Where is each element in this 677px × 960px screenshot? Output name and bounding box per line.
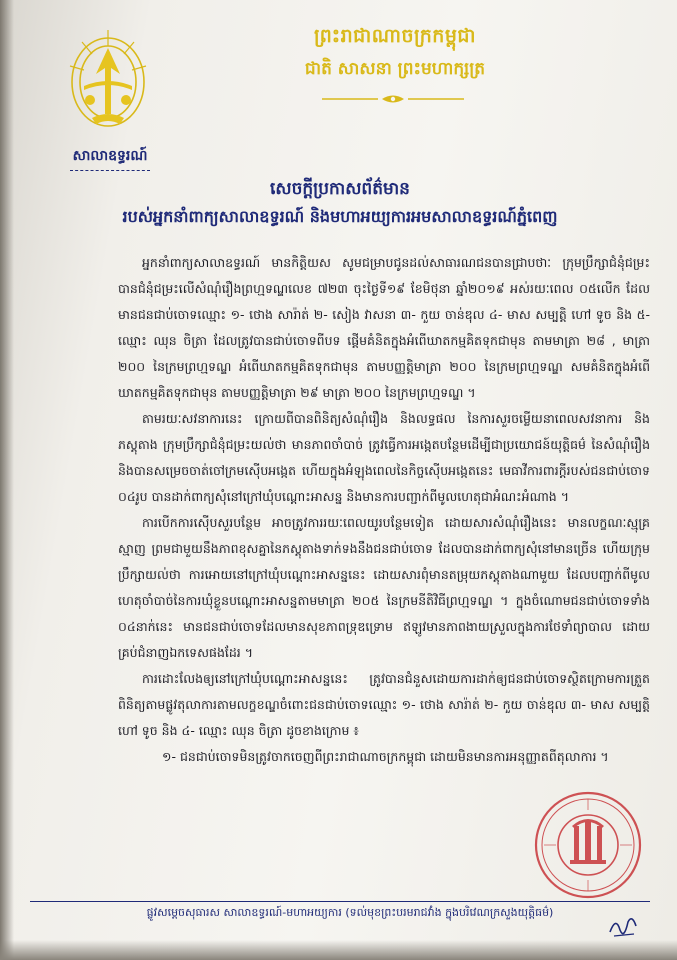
list-item: ១- ជនជាប់ចោទមិនត្រូវចាកចេញពីព្រះរាជាណាចក្រកម្ពុជា ដោយមិនមានការអនុញ្ញាតពីតុលាការ ។ bbox=[162, 749, 609, 764]
footer-address: ផ្លូវសម្តេចសុធារស សាលាឧទ្ធរណ៍-មហាអយ្យការ (ទល់មុខព្រះបរមរាជវាំង ក្នុងបរិវេណក្រសួងយុត្តិធម៌) bbox=[146, 906, 554, 919]
statement-body bbox=[118, 250, 650, 770]
page-edge-shadow bbox=[0, 0, 14, 960]
signature-icon bbox=[606, 912, 640, 940]
court-name-underline bbox=[70, 170, 150, 173]
footer-divider bbox=[30, 901, 650, 902]
document-title: សេចក្តីប្រកាសព័ត៌មាន bbox=[270, 179, 410, 199]
document-subtitle: របស់អ្នកនាំពាក្យសាលាឧទ្ធរណ៍ និងមហាអយ្យការអមសាលាឧទ្ធរណ៍ភ្នំពេញ bbox=[122, 207, 558, 226]
page-bottom-shadow bbox=[0, 940, 677, 960]
official-seal-icon bbox=[532, 790, 644, 900]
kingdom-heading: ព្រះរាជាណាចក្រកម្ពុជា bbox=[314, 25, 476, 47]
paragraph: តាមរយៈសវនាការនេះ ក្រោយពីបានពិនិត្យសំណុំរឿង និងលទ្ធផល នៃការសួរចម្លើយនាពេលសវនាការ និងភស្តុតាង ក្រុមប្រឹក្សាជំនុំជម្រះយល់ថា មានភាពចាំបាច់ ត្រូវធ្វើការអង្កេតបន្ថែមដើម្បីជាប្រយោជន៍យុត្តិធម៌ នៃសំណុំរឿង និងបានសម្រេចចាត់ចៅក្រមស៊ើបអង្កេត ហើយក្នុងអំឡុងពេលនៃកិច្ចស៊ើបអង្កេតនេះ មេធាវីការពារក្តីរបស់ជនជាប់ចោទ ០៤រូប បានដាក់ពាក្យសុំនៅក្រៅឃុំបណ្តោះអាសន្ន និងមានការបញ្ជាក់ពីមូលហេតុជាអំណះអំណាង ។ bbox=[118, 411, 650, 504]
court-emblem-icon bbox=[62, 26, 154, 134]
national-motto: ជាតិ សាសនា ព្រះមហាក្សត្រ bbox=[304, 59, 486, 79]
court-name: សាលាឧទ្ធរណ៍ bbox=[72, 148, 148, 164]
ornament-divider-icon bbox=[318, 92, 468, 106]
paragraph: អ្នកនាំពាក្យសាលាឧទ្ធរណ៍ មានកិត្តិយស សូមជម្រាបជូនដល់សាធារណជនបានជ្រាបថាៈ ក្រុមប្រឹក្សាជំនុំជម្រះ បានជំនុំជម្រះលើសំណុំរឿងព្រហ្មទណ្ឌលេខ ៧២៣ ចុះថ្ងៃទី១៩ ខែមិថុនា ឆ្នាំ២០១៩ អស់រយៈពេល ០៥លើក ដែលមានជនជាប់ចោទឈ្មោះ ១- ថោង សារ៉ាត់ ២- សៀង វាសនា ៣- កួយ ចាន់ឌុល ៤- មាស សម្បត្តិ ហៅ ទូច និង ៥- ឈ្មោះ ឈុន ចិត្រា ដែលត្រូវបានជាប់ចោទពីបទ ផ្តើមគំនិតក្នុងអំពើឃាតកម្មគិតទុកជាមុន តាមមាត្រា ២៨ , មាត្រា ២០០ នៃក្រមព្រហ្មទណ្ឌ អំពើឃាតកម្មគិតទុកជាមុន តាមបញ្ញត្តិមាត្រា ២០០ នៃក្រមព្រហ្មទណ្ឌ សមគំនិតក្នុងអំពើឃាតកម្មគិតទុកជាមុន តាមបញ្ញត្តិមាត្រា ២៩ មាត្រា ២០០ នៃក្រមព្រហ្មទណ្ឌ ។ bbox=[118, 255, 650, 400]
paragraph: ការបើកការស៊ើបសួរបន្ថែម អាចត្រូវការរយៈពេលយូរបន្ថែមទៀត ដោយសារសំណុំរឿងនេះ មានលក្ខណៈស្មុគ្រស្មាញ ព្រមជាមួយនឹងភាពខុសគ្នានៃភស្តុតាងទាក់ទងនឹងជនជាប់ចោទ ដែលបានដាក់ពាក្យសុំនៅមានច្រើន ហើយក្រុមប្រឹក្សាយល់ថា ការអោយនៅក្រៅឃុំបណ្តោះអាសន្ននេះ ដោយសារពុំមានតម្រុយភស្តុតាងណាមួយ ដែលបញ្ជាក់ពីមូលហេតុចាំបាច់នៃការឃុំខ្លួនបណ្តោះអាសន្នតាមមាត្រា ២០៥ នៃក្រមនីតិវិធីព្រហ្មទណ្ឌ ។ ក្នុងចំណោមជនជាប់ចោទទាំង ០៤នាក់នេះ មានជនជាប់ចោទដែលមានសុខភាពទ្រុឌទ្រោម ឥឡូវមានភាពងាយស្រួលក្នុងការថែទាំព្យាបាល ដោយគ្រប់ជំនាញឯកទេសផងដែរ ។ bbox=[118, 515, 650, 660]
paragraph: ការដោះលែងឲ្យនៅក្រៅឃុំបណ្តោះអាសន្ននេះ ត្រូវបានជំនួសដោយការដាក់ឲ្យជនជាប់ចោទស្ថិតក្រោមការត្រួតពិនិត្យតាមផ្លូវតុលាការតាមលក្ខខណ្ឌចំពោះជនជាប់ចោទឈ្មោះ ១- ថោង សារ៉ាត់ ២- កួយ ចាន់ឌុល ៣- មាស សម្បត្តិ ហៅ ទូច និង ៤- ឈ្មោះ ឈុន ចិត្រា ដូចខាងក្រោម ៖ bbox=[118, 671, 650, 738]
